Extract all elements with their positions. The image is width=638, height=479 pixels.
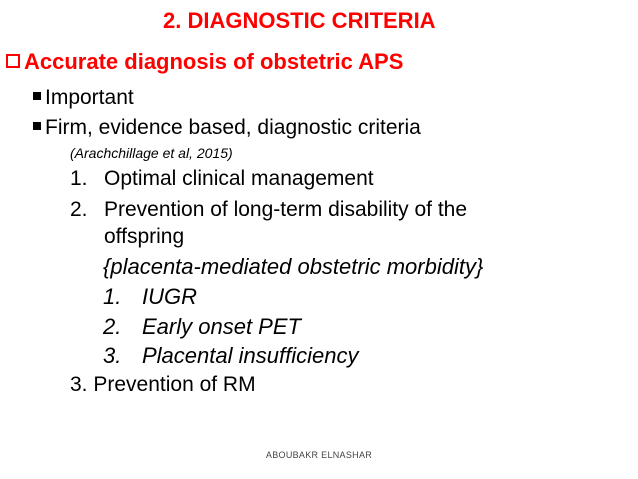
square-bullet-icon	[33, 122, 41, 130]
morbidity-item	[103, 316, 301, 338]
checkbox-bullet-icon	[6, 54, 20, 68]
morbidity-heading: {placenta-mediated obstetric morbidity}	[103, 254, 484, 279]
section-heading	[6, 51, 403, 73]
item-number: 1.	[70, 167, 88, 190]
final-numbered-item: 3. Prevention of RM	[70, 373, 256, 396]
slide-title: 2. DIAGNOSTIC CRITERIA	[163, 8, 436, 33]
numbered-item-continuation: offspring	[104, 225, 185, 248]
item-text: Placental insufficiency	[142, 343, 359, 368]
item-number: 2.	[103, 314, 122, 339]
item-number: 2.	[70, 198, 88, 221]
item-number: 1.	[103, 284, 122, 309]
morbidity-item	[103, 345, 358, 367]
bullet-item	[33, 117, 421, 138]
item-text: IUGR	[142, 284, 197, 309]
bullet-text: Firm, evidence based, diagnostic criteria	[45, 116, 421, 139]
section-heading-text: Accurate diagnosis of obstetric APS	[24, 49, 404, 74]
numbered-item	[70, 199, 467, 220]
citation: (Arachchillage et al, 2015)	[70, 145, 233, 161]
item-text: Prevention of long-term disability of the	[104, 198, 468, 221]
bullet-text: Important	[45, 86, 134, 109]
bullet-item	[33, 87, 134, 108]
square-bullet-icon	[33, 92, 41, 100]
item-text: Optimal clinical management	[104, 167, 374, 190]
footer-author: ABOUBAKR ELNASHAR	[265, 450, 373, 460]
numbered-item	[70, 168, 374, 189]
item-text: Early onset PET	[142, 314, 301, 339]
item-number: 3.	[103, 343, 122, 368]
morbidity-item	[103, 286, 197, 308]
